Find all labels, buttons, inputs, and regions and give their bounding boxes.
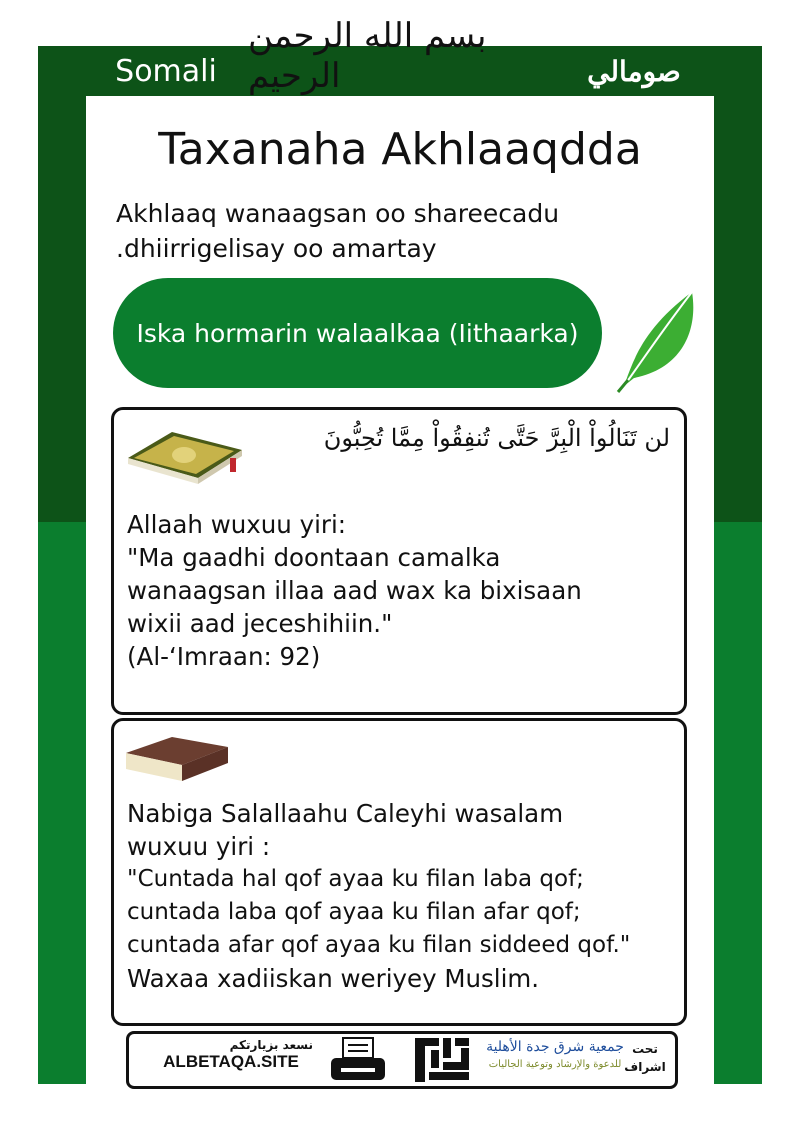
quran-translation — [127, 508, 582, 673]
quran-card — [111, 407, 687, 715]
hadith-card — [111, 718, 687, 1026]
hadith-text — [127, 797, 630, 995]
text-line: wuxuu yiri : — [127, 832, 271, 861]
supervision-line: اشراف — [624, 1060, 666, 1074]
organization-subtitle: للدعوة والإرشاد وتوعية الجاليات — [488, 1059, 622, 1070]
text-line: cuntada afar qof ayaa ku filan siddeed qof." — [127, 932, 631, 958]
printer-icon[interactable] — [327, 1036, 389, 1084]
organization-name: جمعية شرق جدة الأهلية — [486, 1039, 624, 1055]
quran-book-icon — [126, 428, 244, 484]
site-block[interactable] — [141, 1038, 321, 1072]
intro-line: .dhiirrigelisay oo amartay — [116, 234, 437, 263]
leaf-icon — [614, 288, 698, 394]
reference: (Al-‘Imraan: 92) — [127, 642, 321, 671]
narrator: Waxaa xadiiskan weriyey Muslim. — [127, 964, 540, 993]
text-line: wanaagsan illaa aad wax ka bixisaan — [127, 576, 582, 605]
text-line: cuntada laba qof ayaa ku filan afar qof; — [127, 899, 581, 925]
language-tab-english: Somali — [88, 46, 244, 96]
text-line: "Cuntada hal qof ayaa ku filan laba qof; — [127, 866, 584, 892]
footer-bar — [126, 1031, 678, 1089]
intro-text — [116, 196, 696, 266]
supervision-line: تحت — [632, 1042, 658, 1056]
text-line: Nabiga Salallaahu Caleyhi wasalam — [127, 799, 564, 828]
text-line: wixii aad jeceshihiin." — [127, 609, 393, 638]
text-line: Allaah wuxuu yiri: — [127, 510, 347, 539]
page-title: Taxanaha Akhlaaqdda — [158, 124, 642, 175]
topic-banner: Iska hormarin walaalkaa (Iithaarka) — [113, 278, 602, 388]
site-link[interactable]: ALBETAQA.SITE — [163, 1052, 299, 1071]
quran-verse-arabic: لن تَنَالُواْ الْبِرَّ حَتَّى تُنفِقُواْ مِمَّا تُحِبُّونَ — [323, 424, 670, 452]
basmala-calligraphy: بسم الله الرحمن الرحيم — [248, 16, 487, 96]
supervision-label — [623, 1040, 667, 1076]
qr-code-icon — [411, 1036, 473, 1084]
organization-logo — [485, 1036, 625, 1084]
text-line: "Ma gaadhi doontaan camalka — [127, 543, 501, 572]
hadith-book-icon — [122, 731, 232, 783]
welcome-text: نسعد بزيارتكم — [229, 1038, 313, 1052]
language-tab-arabic: صومالي — [556, 46, 712, 96]
intro-line: Akhlaaq wanaagsan oo shareecadu — [116, 199, 560, 228]
